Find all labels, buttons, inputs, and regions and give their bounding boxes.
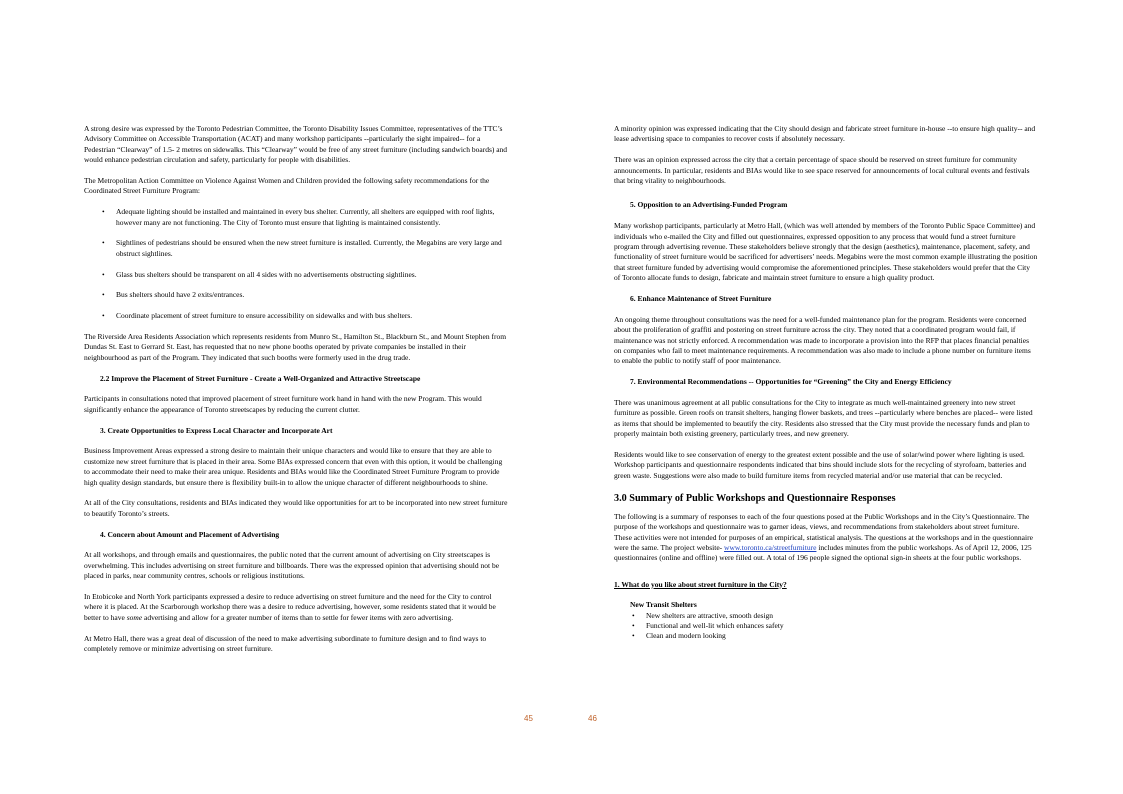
list-item: • Functional and well-lit which enhances safety <box>632 620 784 630</box>
list-item: • Glass bus shelters should be transparent on all 4 sides with no advertisements obstructing sightlines. <box>102 269 417 279</box>
section-heading: 2.2 Improve the Placement of Street Furniture - Create a Well-Organized and Attractive Streetscape <box>100 373 421 383</box>
section-heading: 5. Opposition to an Advertising-Funded Program <box>630 200 788 210</box>
question-heading: 1. What do you like about street furniture in the City? <box>614 579 787 589</box>
section-heading: 3. Create Opportunities to Express Local Character and Incorporate Art <box>100 425 333 435</box>
list-item: • Bus shelters should have 2 exits/entrances. <box>102 290 245 300</box>
section-heading: 4. Concern about Amount and Placement of Advertising <box>100 529 280 539</box>
paragraph: Participants in consultations noted that improved placement of street furniture work hand in hand with the new Program. This would significantly enhance the appearance of Toronto streetscapes by reducing the current clutter. <box>84 394 482 414</box>
paragraph: There was unanimous agreement at all public consultations for the City to integrate as much well-maintained greenery into new street furniture as possible. Green roofs on transit shelters, hanging flower baskets, and trees --particularly where benches are placed-- were listed as items that should be implemented to beautify the city. Residents also stressed that the City must provide the necessary funds and plan to properly maintain both existing greenery, particularly trees, and new greenery. <box>614 398 1033 439</box>
list-item: • Clean and modern looking <box>632 631 726 641</box>
paragraph: A strong desire was expressed by the Toronto Pedestrian Committee, the Toronto Disability Issues Committee, representatives of the TTC’s Advisory Committee on Accessible Transportation (ACAT) and many workshop participants --particularly the sight impaired-- for a Pedestrian “Clearway” of 1.5- 2 metres on sidewalks. This “Clearway” would be free of any street furniture (including sandwich boards) and would enhance pedestrian circulation and safety, particularly for people with disabilities. <box>84 124 508 165</box>
list-item: • Coordinate placement of street furniture to ensure accessibility on sidewalks and with bus shelters. <box>102 311 413 321</box>
paragraph: At all of the City consultations, residents and BIAs indicated they would like opportunities for art to be incorporated into new street furniture to beautify Toronto’s streets. <box>84 498 508 518</box>
paragraph: A minority opinion was expressed indicating that the City should design and fabricate street furniture in-house --to ensure high quality-- and lease advertising space to companies to recover costs if absolutely necessary. <box>614 124 1036 144</box>
page-45 <box>84 124 508 665</box>
paragraph: At all workshops, and through emails and questionnaires, the public noted that the current amount of advertising on City streetscapes is overwhelming. This includes advertising on street furniture and billboards. There was the expressed opinion that advertising should not be placed in parks, near community centres, schools or religious institutions. <box>84 550 500 581</box>
section-heading: 6. Enhance Maintenance of Street Furniture <box>630 294 772 304</box>
page-number: 46 <box>588 714 597 723</box>
list-item: • New shelters are attractive, smooth design <box>632 610 774 620</box>
paragraph: Business Improvement Areas expressed a strong desire to maintain their unique characters and would like to ensure that they are able to customize new street furniture that is placed in their area. Some BIAs expressed concern that even with this option, it would be challenging to accommodate their need to make their area unique. Residents and BIAs would like the Coordinated Street Furniture Program to provide high quality design standards, but ensure there is flexibility built-in to allow the unique character of different neighbourhoods to shine. <box>84 446 503 487</box>
list-item: • Adequate lighting should be installed and maintained in every bus shelter. Currently, all shelters are equipped with roof lights, however many are not functioning. The City of Toronto must ensure that lighting is maintained consistently. <box>102 207 495 227</box>
safety-recommendations-list <box>84 207 508 321</box>
paragraph: There was an opinion expressed across the city that a certain percentage of space should be reserved on street furniture for community announcements. In particular, residents and BIAs would like to see space reserved for announcements of local cultural events and festivals that bring vitality to neighbourhoods. <box>614 155 1030 186</box>
page-46 <box>614 124 1038 642</box>
paragraph: Residents would like to see conservation of energy to the greatest extent possible and the use of solar/wind power where lighting is used. Workshop participants and questionnaire respondents indicated that bins should include slots for the recycling of styrofoam, batteries and green waste. Suggestions were also made to build furniture items from recycled material and/or use material that can be recycled. <box>614 450 1027 480</box>
section-title: 3.0 Summary of Public Workshops and Questionnaire Responses <box>614 492 896 504</box>
transit-shelter-list <box>614 611 1038 642</box>
paragraph: The Metropolitan Action Committee on Violence Against Women and Children provided the following safety recommendations for the Coordinated Street Furniture Program: <box>84 176 490 196</box>
paragraph: An ongoing theme throughout consultations was the need for a well-funded maintenance plan for the program. Residents were concerned about the proliferation of graffiti and postering on street furniture across the city. They noted that a coordinated program would fail, if maintenance was not strictly enforced. A recommendation was made to incorporate a provision into the RFP that places financial penalties on companies who fail to meet maintenance requirements. A recommendation was also made to include a phone number on furniture items to enable the public to notify staff of poor maintenance. <box>614 314 1031 366</box>
paragraph: Many workshop participants, particularly at Metro Hall, (which was well attended by members of the Toronto Public Space Committee) and individuals who e-mailed the City and filled out questionnaires, expressed opposition to any process that would fund a street furniture program through advertising revenue. These stakeholders believe strongly that the design (aesthetics), maintenance, placement, safety, and functionality of street furniture would be sacrificed for advertisers’ needs. Megabins were the most common example illustrating the position that street furniture funded by advertising would compromise the aforementioned principles. These stakeholders would prefer that the City of Toronto allocate funds to design, fabricate and maintain street furniture to ensure a high quality product. <box>614 221 1038 283</box>
list-item: • Sightlines of pedestrians should be ensured when the new street furniture is installed. Currently, the Megabins are very large and obstruct sightlines. <box>102 238 502 258</box>
paragraph: The Riverside Area Residents Association which represents residents from Munro St., Hamilton St., Blackburn St., and Mount Stephen from Dundas St. East to Gerrard St. East, has requested that no new phone booths operated by private companies be installed in their neighbourhood as part of the Program. They indicated that such booths were formerly used in the drug trade. <box>84 332 507 362</box>
section-heading: 7. Environmental Recommendations -- Opportunities for “Greening” the City and Energy Efficiency <box>630 377 952 387</box>
subheading: New Transit Shelters <box>630 600 697 610</box>
paragraph: At Metro Hall, there was a great deal of discussion of the need to make advertising subordinate to furniture design and to find ways to completely remove or minimize advertising on street furniture. <box>84 633 487 654</box>
paragraph: The following is a summary of responses to each of the four questions posed at the Public Workshops and in the City’s Questionnaire. The purpose of the workshops and questionnaire was to garner ideas, views, and recommendations from stakeholders about street furniture. These activities were not intended for purposes of an empirical, statistical analysis. The questions at the workshops and in the questionnaire were the same. The project website- www.toronto.ca/streetfurniture includes minutes from the public workshops. As of April 12, 2006, 125 questionnaires (online and offline) were filled out. A total of 196 people signed the optional sign-in sheets at the four public workshops. <box>614 511 1033 563</box>
page-number: 45 <box>524 714 533 723</box>
project-website-link[interactable]: www.toronto.ca/streetfurniture <box>724 542 817 552</box>
paragraph: In Etobicoke and North York participants expressed a desire to reduce advertising on street furniture and the need for the City to control where it is placed. At the Scarborough workshop there was a desire to reduce advertising, however, some residents stated that it would be better to have some advertising and allow for a greater number of items than to settle for fewer items with zero advertising. <box>84 592 496 622</box>
